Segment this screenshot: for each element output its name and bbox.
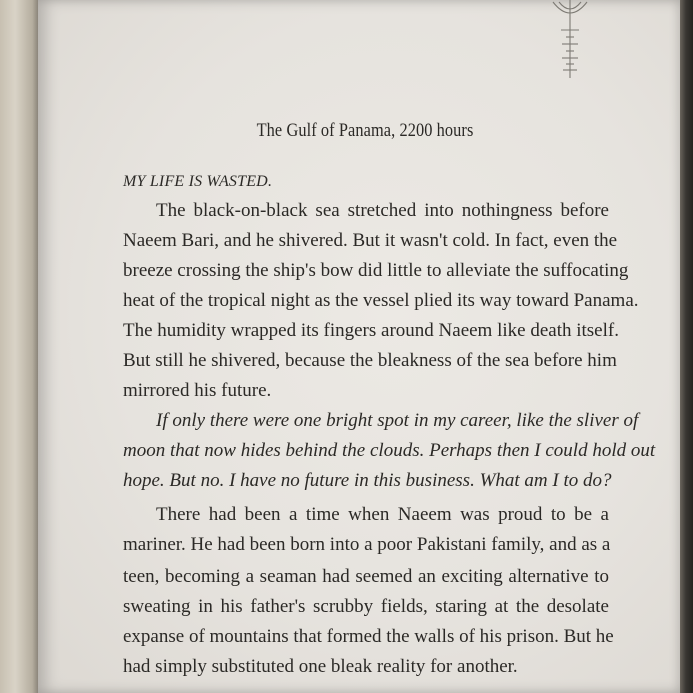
text-line: Naeem Bari, and he shivered. But it wasn't cold. In fact, even the bbox=[123, 230, 618, 251]
text-line: The humidity wrapped its fingers around Naeem like death itself. bbox=[123, 320, 619, 341]
left-page-edge bbox=[0, 0, 38, 693]
text-line: had simply substituted one bleak reality for another. bbox=[123, 656, 518, 677]
text-line: The black-on-black sea stretched into nothingness before bbox=[156, 200, 609, 221]
chapter-heading: The Gulf of Panama, 2200 hours bbox=[256, 120, 474, 141]
text-line: breeze crossing the ship's bow did little to alleviate the suffocating bbox=[123, 260, 629, 281]
italic-thought-line: hope. But no. I have no future in this business. What am I to do? bbox=[123, 470, 612, 491]
text-line: expanse of mountains that formed the walls of his prison. But he bbox=[123, 626, 614, 647]
right-shadow-edge bbox=[680, 0, 693, 693]
text-line: But still he shivered, because the bleakness of the sea before him bbox=[123, 350, 617, 371]
ornament-icon bbox=[545, 0, 595, 80]
italic-thought-line: If only there were one bright spot in my career, like the sliver of bbox=[156, 410, 639, 431]
text-line: heat of the tropical night as the vessel plied its way toward Panama. bbox=[123, 290, 639, 311]
text-line: mariner. He had been born into a poor Pakistani family, and as a bbox=[123, 534, 611, 555]
text-line: mirrored his future. bbox=[123, 380, 272, 401]
italic-thought-line: moon that now hides behind the clouds. Perhaps then I could hold out bbox=[123, 440, 656, 461]
text-line: There had been a time when Naeem was proud to be a bbox=[156, 504, 609, 525]
opening-line: MY LIFE IS WASTED. bbox=[123, 173, 273, 190]
text-line: sweating in his father's scrubby fields, staring at the desolate bbox=[123, 596, 609, 617]
text-line: teen, becoming a seaman had seemed an exciting alternative to bbox=[123, 566, 609, 587]
